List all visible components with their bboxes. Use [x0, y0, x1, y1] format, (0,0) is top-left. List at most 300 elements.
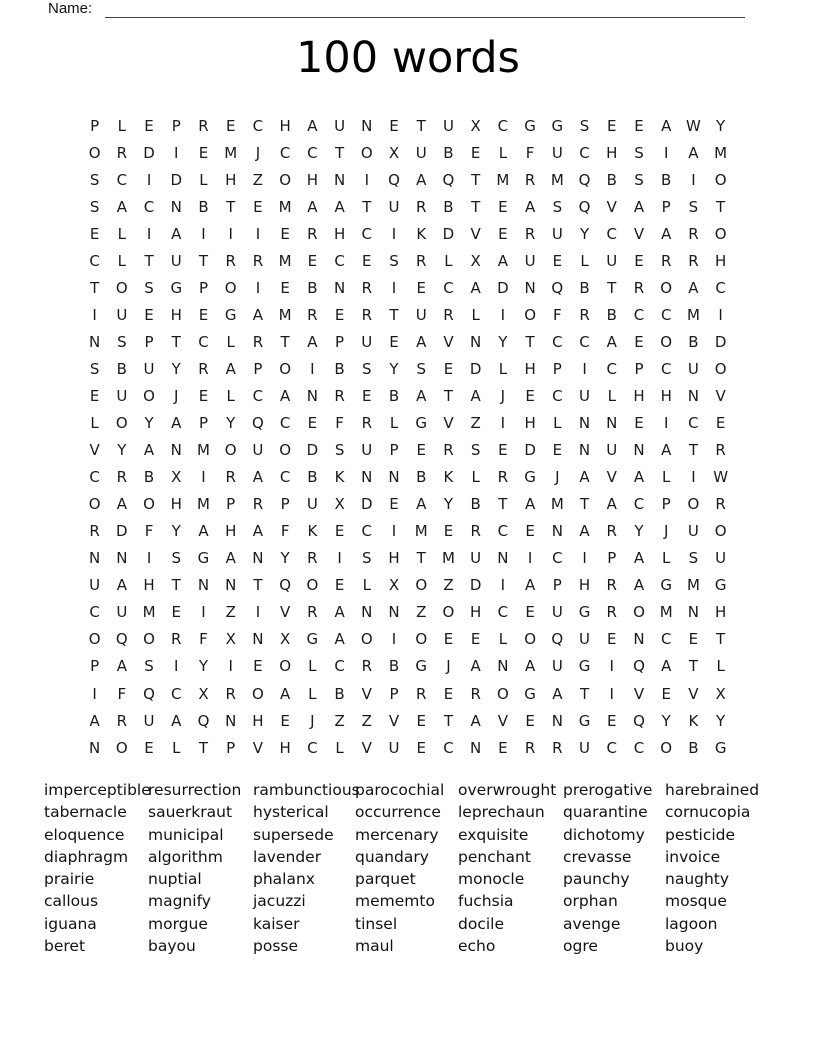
grid-cell[interactable]: I [146, 170, 152, 189]
grid-cell[interactable]: A [606, 332, 617, 351]
grid-cell[interactable]: I [201, 224, 206, 243]
grid-cell[interactable]: C [606, 359, 617, 378]
grid-cell[interactable]: I [391, 278, 397, 297]
grid-cell[interactable]: N [470, 738, 482, 757]
grid-cell[interactable]: L [498, 630, 508, 649]
grid-cell[interactable]: I [500, 576, 506, 595]
grid-cell[interactable]: G [578, 657, 591, 676]
grid-cell[interactable]: G [170, 278, 183, 297]
grid-cell[interactable]: Q [143, 684, 155, 703]
grid-cell[interactable]: I [582, 359, 587, 378]
grid-cell[interactable]: J [555, 468, 560, 487]
grid-cell[interactable]: S [688, 549, 699, 568]
grid-cell[interactable]: H [225, 522, 237, 541]
grid-cell[interactable]: Z [470, 414, 481, 433]
grid-cell[interactable]: E [607, 116, 617, 135]
grid-cell[interactable]: I [201, 603, 206, 622]
grid-cell[interactable]: M [686, 576, 700, 595]
grid-cell[interactable]: T [579, 684, 590, 703]
grid-cell[interactable]: R [307, 305, 318, 324]
grid-cell[interactable]: U [252, 441, 264, 460]
grid-cell[interactable]: I [146, 224, 152, 243]
grid-cell[interactable]: V [443, 414, 454, 433]
grid-cell[interactable]: A [280, 684, 291, 703]
grid-cell[interactable]: S [362, 549, 372, 568]
grid-cell[interactable]: L [117, 116, 126, 135]
grid-cell[interactable]: U [687, 522, 699, 541]
grid-cell[interactable]: H [524, 359, 536, 378]
grid-cell[interactable]: L [117, 224, 126, 243]
grid-cell[interactable]: G [578, 603, 591, 622]
grid-cell[interactable]: R [252, 332, 264, 351]
grid-cell[interactable]: M [496, 170, 510, 189]
grid-cell[interactable]: P [552, 359, 562, 378]
grid-cell[interactable]: R [416, 684, 427, 703]
grid-cell[interactable]: O [660, 278, 673, 297]
grid-cell[interactable]: E [362, 251, 372, 270]
grid-cell[interactable]: A [116, 657, 127, 676]
grid-cell[interactable]: T [90, 278, 100, 297]
grid-cell[interactable]: T [471, 170, 481, 189]
grid-cell[interactable]: S [362, 359, 372, 378]
grid-cell[interactable]: I [391, 522, 397, 541]
grid-cell[interactable]: A [688, 143, 699, 162]
grid-cell[interactable]: L [226, 332, 235, 351]
grid-cell[interactable]: E [144, 305, 154, 324]
grid-cell[interactable]: F [525, 143, 535, 162]
grid-cell[interactable]: E [634, 251, 644, 270]
grid-cell[interactable]: R [116, 711, 128, 730]
grid-cell[interactable]: A [416, 170, 427, 189]
grid-cell[interactable]: I [255, 603, 261, 622]
grid-cell[interactable]: P [661, 197, 671, 216]
grid-cell[interactable]: N [252, 630, 264, 649]
grid-cell[interactable]: O [279, 657, 292, 676]
grid-cell[interactable]: U [579, 738, 591, 757]
grid-cell[interactable]: L [226, 386, 235, 405]
grid-cell[interactable]: D [116, 522, 128, 541]
grid-cell[interactable]: M [197, 441, 210, 460]
grid-cell[interactable]: O [115, 414, 128, 433]
grid-cell[interactable]: B [416, 468, 427, 487]
grid-cell[interactable]: V [388, 711, 400, 730]
grid-cell[interactable]: L [607, 386, 616, 405]
grid-cell[interactable]: Y [716, 711, 726, 730]
grid-cell[interactable]: C [443, 738, 454, 757]
grid-cell[interactable]: C [579, 143, 590, 162]
grid-cell[interactable]: I [527, 549, 533, 568]
grid-cell[interactable]: I [146, 549, 152, 568]
grid-cell[interactable]: J [500, 386, 506, 405]
grid-cell[interactable]: A [470, 711, 481, 730]
grid-cell[interactable]: A [89, 711, 100, 730]
grid-cell[interactable]: T [416, 549, 426, 568]
grid-cell[interactable]: S [89, 197, 100, 216]
grid-cell[interactable]: H [633, 386, 645, 405]
grid-cell[interactable]: M [414, 522, 428, 541]
grid-cell[interactable]: C [552, 386, 563, 405]
grid-cell[interactable]: Q [388, 170, 400, 189]
grid-cell[interactable]: E [525, 711, 535, 730]
grid-cell[interactable]: X [198, 684, 209, 703]
grid-cell[interactable]: U [116, 603, 128, 622]
grid-cell[interactable]: E [89, 386, 100, 405]
grid-cell[interactable]: O [633, 603, 645, 622]
grid-cell[interactable]: U [415, 305, 427, 324]
grid-cell[interactable]: G [306, 630, 319, 649]
grid-cell[interactable]: N [88, 738, 101, 757]
grid-cell[interactable]: E [634, 414, 644, 433]
grid-cell[interactable]: I [718, 305, 723, 324]
grid-cell[interactable]: Y [498, 332, 508, 351]
grid-cell[interactable]: C [497, 116, 509, 135]
grid-cell[interactable]: E [498, 224, 508, 243]
grid-cell[interactable]: G [524, 468, 536, 487]
grid-cell[interactable]: E [144, 738, 154, 757]
grid-cell[interactable]: Q [578, 197, 591, 216]
grid-cell[interactable]: C [579, 332, 590, 351]
grid-cell[interactable]: R [198, 116, 209, 135]
grid-cell[interactable]: Z [334, 711, 345, 730]
grid-cell[interactable]: J [663, 522, 669, 541]
grid-cell[interactable]: U [116, 386, 128, 405]
grid-cell[interactable]: B [307, 468, 318, 487]
grid-cell[interactable]: P [335, 332, 345, 351]
grid-cell[interactable]: P [661, 495, 671, 514]
grid-cell[interactable]: I [174, 143, 179, 162]
grid-cell[interactable]: O [224, 278, 237, 297]
grid-cell[interactable]: H [279, 738, 291, 757]
grid-cell[interactable]: E [89, 224, 100, 243]
grid-cell[interactable]: P [90, 657, 100, 676]
grid-cell[interactable]: R [334, 386, 345, 405]
grid-cell[interactable]: N [388, 603, 400, 622]
grid-cell[interactable]: A [116, 495, 127, 514]
grid-cell[interactable]: H [606, 143, 618, 162]
grid-cell[interactable]: V [361, 738, 372, 757]
grid-cell[interactable]: Z [416, 603, 427, 622]
grid-cell[interactable]: A [416, 495, 427, 514]
grid-cell[interactable]: G [551, 116, 564, 135]
grid-cell[interactable]: N [88, 332, 101, 351]
grid-cell[interactable]: H [306, 170, 318, 189]
grid-cell[interactable]: U [143, 711, 155, 730]
grid-cell[interactable]: V [606, 468, 617, 487]
grid-cell[interactable]: P [198, 414, 208, 433]
grid-cell[interactable]: L [172, 738, 181, 757]
grid-cell[interactable]: P [226, 738, 236, 757]
grid-cell[interactable]: I [691, 468, 696, 487]
grid-cell[interactable]: A [661, 657, 672, 676]
grid-cell[interactable]: A [552, 684, 563, 703]
grid-cell[interactable]: F [199, 630, 208, 649]
grid-cell[interactable]: Z [361, 711, 372, 730]
grid-cell[interactable]: N [197, 576, 210, 595]
grid-cell[interactable]: T [416, 116, 426, 135]
grid-cell[interactable]: W [713, 468, 729, 487]
grid-cell[interactable]: N [633, 630, 645, 649]
grid-cell[interactable]: X [388, 576, 400, 595]
grid-cell[interactable]: R [524, 738, 536, 757]
grid-cell[interactable]: H [715, 603, 727, 622]
grid-cell[interactable]: O [360, 143, 373, 162]
grid-cell[interactable]: O [714, 359, 727, 378]
grid-cell[interactable]: O [714, 224, 727, 243]
grid-cell[interactable]: B [688, 332, 699, 351]
grid-cell[interactable]: A [524, 197, 536, 216]
grid-cell[interactable]: V [280, 603, 291, 622]
grid-cell[interactable]: T [389, 305, 399, 324]
grid-cell[interactable]: U [361, 332, 373, 351]
grid-cell[interactable]: Y [226, 414, 236, 433]
grid-cell[interactable]: E [552, 251, 563, 270]
grid-cell[interactable]: A [497, 251, 509, 270]
grid-cell[interactable]: N [333, 278, 346, 297]
grid-cell[interactable]: V [633, 684, 645, 703]
grid-cell[interactable]: R [416, 251, 427, 270]
grid-cell[interactable]: S [634, 170, 644, 189]
grid-cell[interactable]: M [278, 305, 292, 324]
grid-cell[interactable]: N [578, 441, 591, 460]
grid-cell[interactable]: F [117, 684, 127, 703]
grid-cell[interactable]: R [361, 278, 373, 297]
grid-cell[interactable]: B [307, 278, 318, 297]
grid-cell[interactable]: I [691, 170, 696, 189]
grid-cell[interactable]: E [253, 197, 263, 216]
grid-cell[interactable]: L [362, 576, 371, 595]
grid-cell[interactable]: L [308, 684, 317, 703]
grid-cell[interactable]: A [470, 278, 481, 297]
grid-cell[interactable]: V [252, 738, 264, 757]
grid-cell[interactable]: G [714, 576, 727, 595]
grid-cell[interactable]: U [579, 386, 591, 405]
grid-cell[interactable]: A [524, 657, 536, 676]
grid-cell[interactable]: R [497, 468, 509, 487]
grid-cell[interactable]: H [715, 251, 727, 270]
grid-cell[interactable]: A [633, 468, 645, 487]
grid-cell[interactable]: Y [634, 522, 644, 541]
grid-cell[interactable]: N [388, 468, 400, 487]
grid-cell[interactable]: S [144, 657, 154, 676]
grid-cell[interactable]: U [715, 549, 727, 568]
grid-cell[interactable]: T [607, 278, 617, 297]
grid-cell[interactable]: C [361, 522, 373, 541]
grid-cell[interactable]: H [143, 576, 155, 595]
grid-cell[interactable]: G [578, 711, 591, 730]
grid-cell[interactable]: G [197, 549, 210, 568]
grid-cell[interactable]: R [225, 468, 236, 487]
grid-cell[interactable]: E [253, 657, 263, 676]
grid-cell[interactable]: U [388, 197, 400, 216]
grid-cell[interactable]: M [441, 549, 455, 568]
grid-cell[interactable]: G [415, 414, 428, 433]
grid-cell[interactable]: E [634, 332, 644, 351]
grid-cell[interactable]: C [443, 278, 454, 297]
grid-cell[interactable]: Y [144, 414, 154, 433]
grid-cell[interactable]: U [334, 116, 346, 135]
grid-cell[interactable]: E [416, 441, 426, 460]
grid-cell[interactable]: C [307, 143, 318, 162]
grid-cell[interactable]: N [470, 332, 482, 351]
grid-cell[interactable]: A [606, 495, 617, 514]
grid-cell[interactable]: Z [252, 170, 264, 189]
grid-cell[interactable]: U [170, 251, 182, 270]
grid-cell[interactable]: R [660, 251, 672, 270]
grid-cell[interactable]: D [469, 576, 482, 595]
grid-cell[interactable]: T [198, 738, 209, 757]
grid-cell[interactable]: C [606, 224, 617, 243]
grid-cell[interactable]: J [174, 386, 179, 405]
grid-cell[interactable]: A [252, 468, 264, 487]
grid-cell[interactable]: N [333, 170, 346, 189]
grid-cell[interactable]: L [199, 170, 208, 189]
grid-cell[interactable]: O [415, 576, 428, 595]
grid-cell[interactable]: L [117, 251, 126, 270]
name-blank-line[interactable] [105, 0, 745, 18]
grid-cell[interactable]: A [252, 522, 264, 541]
grid-cell[interactable]: B [688, 738, 699, 757]
grid-cell[interactable]: O [687, 495, 700, 514]
grid-cell[interactable]: A [280, 386, 291, 405]
grid-cell[interactable]: A [171, 414, 182, 433]
grid-cell[interactable]: N [170, 197, 182, 216]
grid-cell[interactable]: P [634, 359, 644, 378]
grid-cell[interactable]: R [361, 657, 373, 676]
grid-cell[interactable]: R [252, 495, 264, 514]
grid-cell[interactable]: M [278, 251, 292, 270]
grid-cell[interactable]: N [606, 414, 618, 433]
grid-cell[interactable]: L [662, 549, 671, 568]
grid-cell[interactable]: R [361, 305, 373, 324]
grid-cell[interactable]: C [252, 386, 264, 405]
grid-cell[interactable]: G [224, 305, 237, 324]
grid-cell[interactable]: I [500, 414, 506, 433]
grid-cell[interactable]: U [361, 441, 373, 460]
grid-cell[interactable]: C [606, 738, 617, 757]
grid-cell[interactable]: B [334, 359, 345, 378]
grid-cell[interactable]: E [389, 332, 399, 351]
grid-cell[interactable]: O [88, 143, 101, 162]
grid-cell[interactable]: O [442, 603, 455, 622]
grid-cell[interactable]: L [716, 657, 725, 676]
grid-cell[interactable]: P [280, 495, 290, 514]
grid-cell[interactable]: R [443, 441, 454, 460]
grid-cell[interactable]: U [551, 224, 563, 243]
grid-cell[interactable]: A [661, 224, 672, 243]
grid-cell[interactable]: B [579, 278, 590, 297]
grid-cell[interactable]: T [688, 657, 698, 676]
grid-cell[interactable]: M [142, 603, 156, 622]
grid-cell[interactable]: N [687, 386, 700, 405]
grid-cell[interactable]: A [470, 657, 481, 676]
grid-cell[interactable]: I [663, 414, 669, 433]
grid-cell[interactable]: C [334, 657, 345, 676]
grid-cell[interactable]: V [443, 332, 454, 351]
grid-cell[interactable]: U [116, 305, 128, 324]
grid-cell[interactable]: Y [716, 116, 726, 135]
grid-cell[interactable]: R [198, 359, 209, 378]
grid-cell[interactable]: E [389, 495, 399, 514]
grid-cell[interactable]: M [197, 495, 210, 514]
grid-cell[interactable]: N [551, 522, 563, 541]
grid-cell[interactable]: E [443, 684, 454, 703]
grid-cell[interactable]: E [416, 738, 426, 757]
grid-cell[interactable]: V [89, 441, 100, 460]
grid-cell[interactable]: C [307, 738, 318, 757]
grid-cell[interactable]: N [524, 278, 536, 297]
grid-cell[interactable]: J [255, 143, 261, 162]
grid-cell[interactable]: K [334, 468, 345, 487]
grid-cell[interactable]: I [364, 170, 370, 189]
grid-cell[interactable]: E [470, 630, 481, 649]
grid-cell[interactable]: Y [661, 711, 671, 730]
grid-cell[interactable]: R [524, 224, 536, 243]
grid-cell[interactable]: O [660, 332, 673, 351]
grid-cell[interactable]: Q [252, 414, 264, 433]
grid-cell[interactable]: S [171, 549, 182, 568]
grid-cell[interactable]: I [500, 305, 506, 324]
grid-cell[interactable]: R [443, 305, 454, 324]
grid-cell[interactable]: J [446, 657, 451, 676]
grid-cell[interactable]: S [579, 116, 590, 135]
grid-cell[interactable]: Z [225, 603, 236, 622]
grid-cell[interactable]: N [687, 603, 700, 622]
grid-cell[interactable]: V [606, 197, 617, 216]
grid-cell[interactable]: C [660, 630, 672, 649]
grid-cell[interactable]: A [334, 603, 345, 622]
grid-cell[interactable]: E [280, 711, 290, 730]
grid-cell[interactable]: H [170, 305, 182, 324]
grid-cell[interactable]: I [609, 657, 614, 676]
grid-cell[interactable]: F [335, 414, 344, 433]
grid-cell[interactable]: M [659, 603, 673, 622]
grid-cell[interactable]: S [334, 441, 345, 460]
grid-cell[interactable]: N [170, 441, 182, 460]
grid-cell[interactable]: A [307, 197, 318, 216]
grid-cell[interactable]: S [144, 278, 154, 297]
grid-cell[interactable]: P [607, 549, 617, 568]
grid-cell[interactable]: I [228, 657, 233, 676]
grid-cell[interactable]: O [115, 278, 128, 297]
grid-cell[interactable]: R [116, 143, 128, 162]
grid-cell[interactable]: R [470, 522, 481, 541]
grid-cell[interactable]: O [279, 359, 292, 378]
grid-cell[interactable]: R [633, 278, 645, 297]
grid-cell[interactable]: A [143, 441, 155, 460]
grid-cell[interactable]: I [228, 224, 233, 243]
grid-cell[interactable]: B [443, 197, 454, 216]
grid-cell[interactable]: E [416, 711, 426, 730]
grid-cell[interactable]: Q [442, 170, 455, 189]
grid-cell[interactable]: O [279, 441, 292, 460]
grid-cell[interactable]: W [686, 116, 701, 135]
grid-cell[interactable]: C [633, 738, 645, 757]
grid-cell[interactable]: D [524, 441, 536, 460]
grid-cell[interactable]: R [715, 441, 726, 460]
grid-cell[interactable]: O [660, 738, 673, 757]
grid-cell[interactable]: L [90, 414, 99, 433]
grid-cell[interactable]: O [524, 630, 537, 649]
grid-cell[interactable]: R [606, 576, 617, 595]
grid-cell[interactable]: V [497, 711, 509, 730]
grid-cell[interactable]: S [688, 197, 699, 216]
grid-cell[interactable]: D [143, 143, 155, 162]
grid-cell[interactable]: E [525, 522, 535, 541]
grid-cell[interactable]: E [443, 522, 454, 541]
grid-cell[interactable]: I [337, 549, 342, 568]
grid-cell[interactable]: H [225, 170, 237, 189]
grid-cell[interactable]: N [497, 657, 509, 676]
